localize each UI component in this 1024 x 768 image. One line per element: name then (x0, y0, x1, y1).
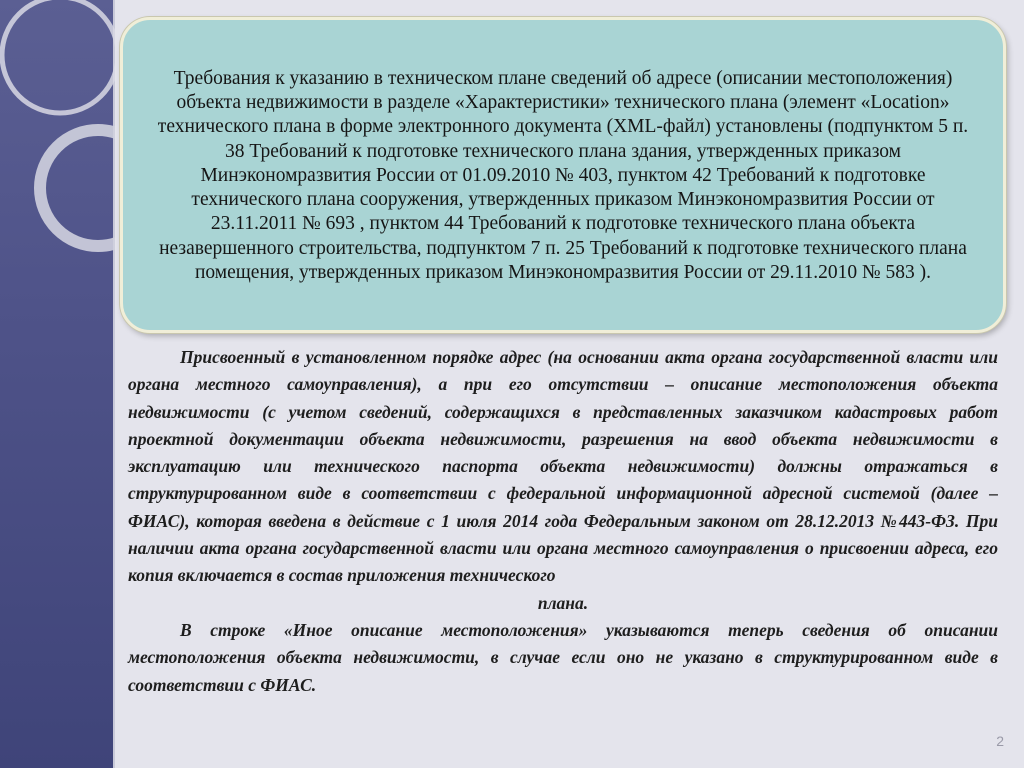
decorative-circle-large (2, 0, 115, 113)
paragraph-address-assignment (128, 344, 998, 617)
requirements-text: Требования к указанию в техническом плане сведений об адресе (описании местоположения) объекта недвижимости в разделе «Характеристики» технического плана (элемент «Location» технического плана в форме электронного документа (XML-файл) установлены (подпунктом 5 п. 38 Требований к подготовке технического плана здания, утвержденных приказом Минэкономразвития России от 01.09.2010 № 403, пунктом 42 Требований к подготовке технического плана сооружения, утвержденных приказом Минэкономразвития России от 23.11.2011 № 693 , пунктом 44 Требований к подготовке технического плана объекта незавершенного строительства, подпунктом 7 п. 25 Требований к подготовке технического плана помещения, утвержденных приказом Минэкономразвития России от 29.11.2010 № 583 ). (157, 68, 969, 283)
requirements-box (120, 17, 1006, 333)
paragraph-other-location-description: В строке «Иное описание местоположения» указываются теперь сведения об описании местоположения объекта недвижимости, в случае если оно не указано в структурированном виде в соответствии с ФИАС. (128, 619, 998, 695)
decorative-circle-small (40, 130, 115, 246)
page-number: 2 (996, 733, 1004, 749)
paragraph-1-text: Присвоенный в установленном порядке адрес (на основании акта органа государственной власти или органа местного самоуправления), а при его отсутствии – описание местоположения объекта недвижимости (с учетом сведений, содержащихся в представленных заказчиком кадастровых работ проектной документации объекта недвижимости, разрешения на ввод объекта недвижимости в эксплуатацию или технического паспорта объекта недвижимости) должны отражаться в структурированном виде в соответствии с федеральной информационной адресной системой (далее – ФИАС), которая введена в действие с 1 июля 2014 года Федеральным законом от 28.12.2013 №443-ФЗ. При наличии акта органа государственной власти или органа местного самоуправления о присвоении адреса, его копия включается в состав приложения технического (128, 347, 998, 586)
main-text-block (128, 344, 998, 699)
decorative-circles (0, 0, 115, 768)
paragraph-1-last-line: плана. (537, 592, 589, 613)
